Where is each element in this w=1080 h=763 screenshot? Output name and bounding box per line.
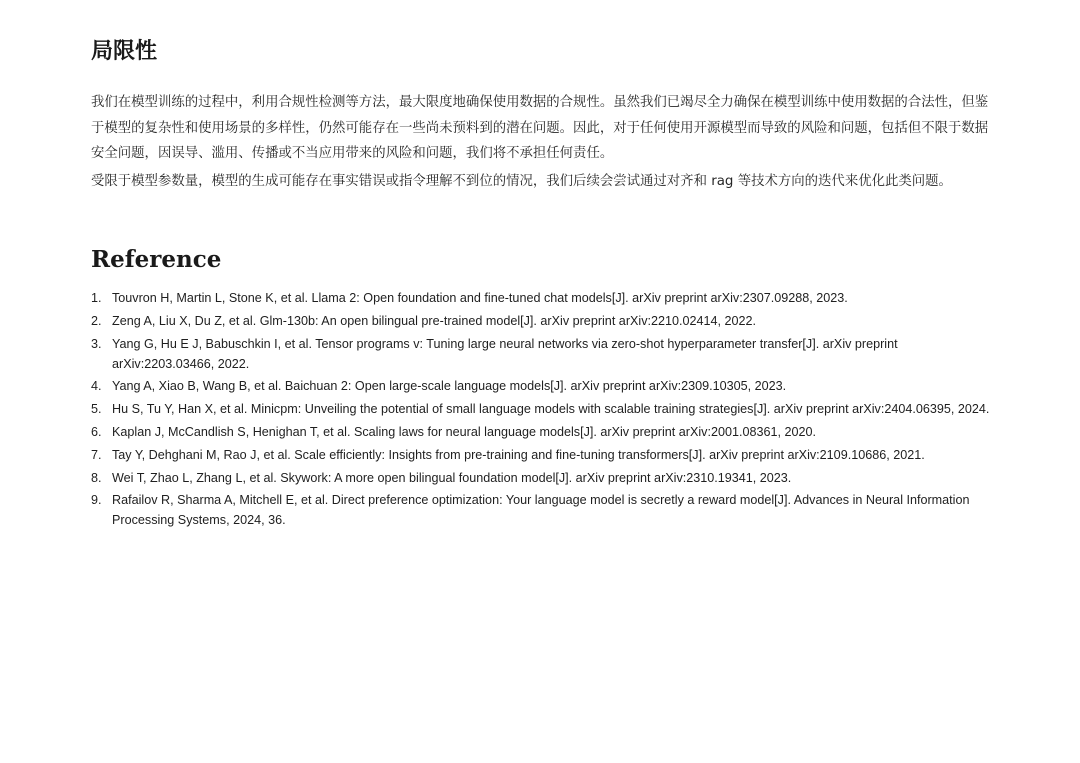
reference-number: 4. [91, 379, 102, 394]
limitations-heading: 局限性 [91, 39, 158, 64]
reference-text: Zeng A, Liu X, Du Z, et al. Glm-130b: An open bilingual pre-trained model[J]. arXiv preprint arXiv:2210.02414, 2022. [112, 313, 757, 328]
reference-number: 8. [91, 470, 102, 485]
reference-text: Yang G, Hu E J, Babuschkin I, et al. Tensor programs v: Tuning large neural networks via zero-shot hyperparameter transfer[J]. arXiv preprint arXiv:2203.03466, 2022. [112, 336, 898, 371]
reference-text: Tay Y, Dehghani M, Rao J, et al. Scale efficiently: Insights from pre-training and fine-tuning transformers[J]. arXiv preprint arXiv:2109.10686, 2021. [112, 447, 925, 462]
reference-number: 3. [91, 336, 102, 351]
reference-item [91, 445, 991, 465]
reference-item [91, 288, 991, 308]
reference-number: 5. [91, 402, 102, 417]
reference-text: Hu S, Tu Y, Han X, et al. Minicpm: Unveiling the potential of small language models with scalable training strategies[J]. arXiv preprint arXiv:2404.06395, 2024. [112, 402, 990, 417]
reference-heading: Reference [91, 246, 222, 273]
reference-item [91, 490, 991, 530]
reference-number: 6. [91, 424, 102, 439]
reference-number: 7. [91, 447, 102, 462]
reference-text: Wei T, Zhao L, Zhang L, et al. Skywork: A more open bilingual foundation model[J]. arXiv preprint arXiv:2310.19341, 2023. [112, 470, 792, 485]
reference-text: Kaplan J, McCandlish S, Henighan T, et al. Scaling laws for neural language models[J]. arXiv preprint arXiv:2001.08361, 2020. [112, 424, 817, 439]
limitations-paragraph: 我们在模型训练的过程中，利用合规性检测等方法，最大限度地确保使用数据的合规性。虽然我们已竭尽全力确保在模型训练中使用数据的合法性，但鉴于模型的复杂性和使用场景的多样性，仍然可能存在一些尚未预料到的潜在问题。因此，对于任何使用开源模型而导致的风险和问题，包括但不限于数据安全问题，因误导、滥用、传播或不当应用带来的风险和问题，我们将不承担任何责任。 [91, 95, 989, 161]
reference-section [91, 243, 991, 533]
reference-list [91, 288, 991, 530]
reference-number: 9. [91, 493, 102, 508]
reference-item [91, 334, 991, 374]
reference-number: 2. [91, 313, 102, 328]
reference-item [91, 311, 991, 331]
reference-text: Touvron H, Martin L, Stone K, et al. Llama 2: Open foundation and fine-tuned chat models[J]. arXiv preprint arXiv:2307.09288, 2023. [112, 291, 848, 305]
reference-number: 1. [91, 291, 102, 305]
reference-item [91, 468, 991, 488]
reference-item [91, 399, 991, 419]
reference-text: Yang A, Xiao B, Wang B, et al. Baichuan 2: Open large-scale language models[J]. arXiv preprint arXiv:2309.10305, 2023. [112, 379, 787, 394]
limitations-paragraph: 受限于模型参数量，模型的生成可能存在事实错误或指令理解不到位的情况，我们后续会尝试通过对齐和 rag 等技术方向的迭代来优化此类问题。 [91, 173, 952, 189]
reference-text: Rafailov R, Sharma A, Mitchell E, et al. Direct preference optimization: Your language model is secretly a reward model[J]. Advances in Neural Information Processing Systems, 2024, 36. [112, 493, 970, 528]
limitations-section [91, 36, 991, 194]
reference-item [91, 422, 991, 442]
reference-item [91, 376, 991, 396]
